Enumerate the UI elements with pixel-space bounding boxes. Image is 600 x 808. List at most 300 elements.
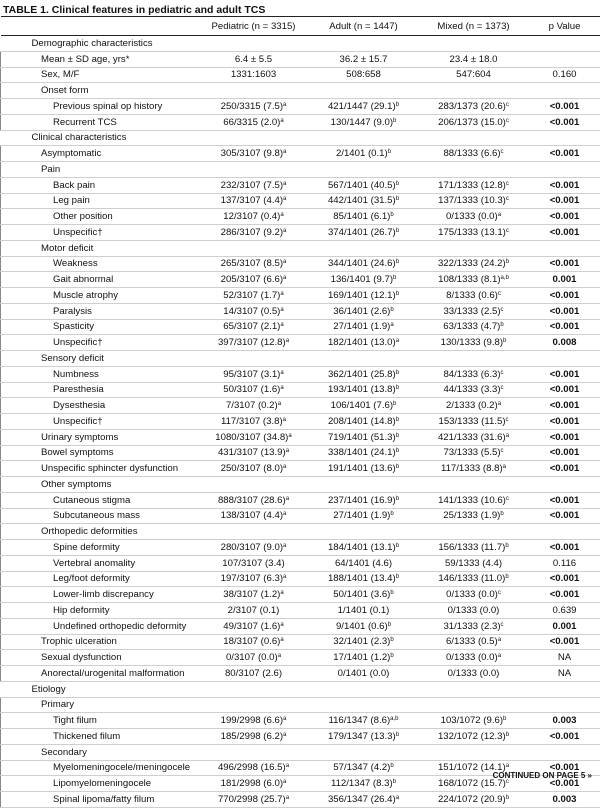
pediatric-cell — [199, 540, 309, 556]
adult-cell — [309, 587, 419, 603]
pediatric-cell — [199, 508, 309, 524]
pediatric-cell — [199, 303, 309, 319]
mixed-cell — [419, 429, 529, 445]
row-label: Bowel symptoms — [1, 445, 199, 461]
p-value-cell: 0.116 — [529, 555, 600, 571]
table-row — [1, 162, 600, 178]
row-label: Subcutaneous mass — [1, 508, 199, 524]
mixed-cell — [419, 697, 529, 713]
mixed-cell — [419, 240, 529, 256]
table-row — [1, 492, 600, 508]
mixed-cell — [419, 729, 529, 745]
pediatric-value: 280/3107 (9.0) — [221, 542, 283, 553]
row-label: Paresthesia — [1, 382, 199, 398]
pediatric-group-superscript: a — [286, 338, 289, 344]
mixed-cell — [419, 288, 529, 304]
mixed-value: 73/1333 (5.5) — [443, 447, 500, 458]
mixed-group-superscript: b — [500, 322, 503, 328]
adult-cell — [309, 429, 419, 445]
row-label: Muscle atrophy — [1, 288, 199, 304]
row-label: Sex, M/F — [1, 67, 199, 83]
pediatric-group-superscript: a — [283, 511, 286, 517]
adult-group-superscript: b — [393, 118, 396, 124]
table-row — [1, 51, 600, 67]
row-label: Tight filum — [1, 713, 199, 729]
table-row — [1, 681, 600, 697]
mixed-value: 84/1333 (6.3) — [443, 369, 500, 380]
adult-group-superscript: b — [396, 370, 399, 376]
row-label: Unspecific† — [1, 335, 199, 351]
p-value-cell — [529, 681, 600, 697]
pediatric-group-superscript: a — [283, 574, 286, 580]
clinical-features-table — [0, 16, 600, 808]
mixed-cell — [419, 650, 529, 666]
pediatric-value: 137/3107 (4.4) — [221, 195, 283, 206]
pediatric-value: 6.4 ± 5.5 — [235, 54, 272, 65]
adult-group-superscript: b — [396, 181, 399, 187]
mixed-group-superscript: a — [498, 653, 501, 659]
mixed-cell — [419, 587, 529, 603]
adult-cell — [309, 461, 419, 477]
adult-cell — [309, 477, 419, 493]
p-value-cell: <0.001 — [529, 382, 600, 398]
mixed-cell — [419, 351, 529, 367]
table-row — [1, 146, 600, 162]
adult-value: 112/1347 (8.3) — [331, 778, 393, 789]
pediatric-value: 181/2998 (6.0) — [221, 778, 283, 789]
pediatric-group-superscript: a — [283, 275, 286, 281]
p-value-cell — [529, 83, 600, 99]
table-row — [1, 634, 600, 650]
mixed-group-superscript: c — [501, 385, 504, 391]
adult-group-superscript: b — [390, 511, 393, 517]
adult-value: 130/1447 (9.0) — [331, 117, 393, 128]
mixed-value: 8/1333 (0.6) — [446, 290, 498, 301]
pediatric-group-superscript: a — [278, 401, 281, 407]
row-label: Back pain — [1, 177, 199, 193]
mixed-value: 130/1333 (9.8) — [441, 337, 503, 348]
pediatric-group-superscript: a — [278, 653, 281, 659]
adult-group-superscript: b — [388, 622, 391, 628]
mixed-value: 146/1333 (11.0) — [438, 573, 505, 584]
adult-value: 179/1347 (13.3) — [328, 731, 396, 742]
mixed-value: 31/1333 (2.3) — [443, 621, 500, 632]
pediatric-group-superscript: a — [280, 291, 283, 297]
pediatric-value: 197/3107 (6.3) — [221, 573, 283, 584]
adult-group-superscript: b — [393, 779, 396, 785]
table-row — [1, 335, 600, 351]
adult-group-superscript: b — [396, 448, 399, 454]
table-row — [1, 177, 600, 193]
table-row — [1, 666, 600, 682]
p-value-cell: NA — [529, 666, 600, 682]
pediatric-cell — [199, 177, 309, 193]
mixed-cell — [419, 477, 529, 493]
mixed-cell — [419, 335, 529, 351]
mixed-cell — [419, 508, 529, 524]
mixed-group-superscript: b — [506, 795, 509, 801]
mixed-cell — [419, 177, 529, 193]
pediatric-group-superscript: a — [283, 417, 286, 423]
pediatric-value: 12/3107 (0.4) — [223, 211, 280, 222]
p-value-cell: <0.001 — [529, 303, 600, 319]
pediatric-group-superscript: a — [283, 228, 286, 234]
mixed-cell — [419, 555, 529, 571]
mixed-group-superscript: c — [501, 622, 504, 628]
pediatric-group-superscript: a — [280, 385, 283, 391]
row-label: Sexual dysfunction — [1, 650, 199, 666]
pediatric-value: 185/2998 (6.2) — [221, 731, 283, 742]
pediatric-value: 117/3107 (3.8) — [221, 416, 283, 427]
pediatric-group-superscript: a — [283, 716, 286, 722]
mixed-cell — [419, 540, 529, 556]
table-row — [1, 729, 600, 745]
adult-cell — [309, 492, 419, 508]
mixed-cell — [419, 130, 529, 146]
p-value-cell: <0.001 — [529, 366, 600, 382]
table-row — [1, 697, 600, 713]
adult-cell — [309, 398, 419, 414]
mixed-cell — [419, 319, 529, 335]
adult-group-superscript: b — [393, 401, 396, 407]
pediatric-cell — [199, 366, 309, 382]
pediatric-cell — [199, 603, 309, 619]
pediatric-cell — [199, 792, 309, 808]
adult-value: 169/1401 (12.1) — [328, 290, 396, 301]
adult-cell — [309, 303, 419, 319]
mixed-cell — [419, 634, 529, 650]
adult-cell — [309, 240, 419, 256]
pediatric-cell — [199, 634, 309, 650]
column-header-label — [1, 17, 199, 36]
mixed-cell — [419, 398, 529, 414]
p-value-cell: <0.001 — [529, 429, 600, 445]
mixed-value: 132/1072 (12.3) — [438, 731, 506, 742]
adult-group-superscript: b — [396, 464, 399, 470]
adult-value: 17/1401 (1.2) — [333, 652, 390, 663]
adult-group-superscript: b — [390, 590, 393, 596]
pediatric-value: 199/2998 (6.6) — [221, 715, 283, 726]
mixed-cell — [419, 681, 529, 697]
adult-value: 208/1401 (14.8) — [328, 416, 396, 427]
p-value-cell: <0.001 — [529, 193, 600, 209]
p-value-cell: <0.001 — [529, 256, 600, 272]
row-label: Demographic characteristics — [1, 36, 199, 52]
mixed-cell — [419, 603, 529, 619]
p-value-cell: <0.001 — [529, 319, 600, 335]
table-row — [1, 288, 600, 304]
mixed-cell — [419, 209, 529, 225]
p-value-cell: 0.008 — [529, 335, 600, 351]
mixed-value: 0/1333 (0.0) — [446, 652, 498, 663]
adult-value: 27/1401 (1.9) — [333, 510, 390, 521]
mixed-cell — [419, 445, 529, 461]
adult-value: 362/1401 (25.8) — [328, 369, 396, 380]
table-row — [1, 744, 600, 760]
row-label: Orthopedic deformities — [1, 524, 199, 540]
mixed-value: 108/1333 (8.1) — [438, 274, 500, 285]
adult-cell — [309, 760, 419, 776]
p-value-cell — [529, 36, 600, 52]
mixed-value: 6/1333 (0.5) — [446, 636, 498, 647]
table-row — [1, 366, 600, 382]
row-label: Unspecific† — [1, 414, 199, 430]
row-label: Asymptomatic — [1, 146, 199, 162]
pediatric-value: 250/3107 (8.0) — [221, 463, 283, 474]
mixed-cell — [419, 36, 529, 52]
adult-value: 191/1401 (13.6) — [328, 463, 396, 474]
column-header-mixed: Mixed (n = 1373) — [419, 17, 529, 36]
p-value-cell: <0.001 — [529, 445, 600, 461]
mixed-value: 33/1333 (2.5) — [443, 306, 500, 317]
adult-cell — [309, 162, 419, 178]
mixed-group-superscript: a — [498, 637, 501, 643]
mixed-group-superscript: b — [505, 543, 508, 549]
pediatric-cell — [199, 477, 309, 493]
p-value-cell — [529, 697, 600, 713]
mixed-group-superscript: b — [503, 716, 506, 722]
mixed-value: 0/1333 (0.0) — [446, 211, 498, 222]
continued-footer: CONTINUED ON PAGE 5 » — [493, 771, 592, 780]
row-label: Numbness — [1, 366, 199, 382]
table-row — [1, 618, 600, 634]
p-value-cell: <0.001 — [529, 177, 600, 193]
row-label: Unspecific sphincter dysfunction — [1, 461, 199, 477]
pediatric-value: 250/3315 (7.5) — [221, 101, 283, 112]
pediatric-group-superscript: a — [283, 732, 286, 738]
table-row — [1, 603, 600, 619]
pediatric-value: 1080/3107 (34.8) — [215, 432, 288, 443]
mixed-cell — [419, 618, 529, 634]
adult-value: 567/1401 (40.5) — [328, 180, 396, 191]
table-row — [1, 209, 600, 225]
p-value-cell: <0.001 — [529, 634, 600, 650]
table-row — [1, 445, 600, 461]
pediatric-cell — [199, 240, 309, 256]
adult-cell — [309, 508, 419, 524]
row-label: Primary — [1, 697, 199, 713]
pediatric-cell — [199, 429, 309, 445]
row-label: Unspecific† — [1, 225, 199, 241]
mixed-value: 322/1333 (24.2) — [438, 258, 506, 269]
pediatric-value: 50/3107 (1.6) — [223, 384, 280, 395]
mixed-cell — [419, 792, 529, 808]
pediatric-value: 80/3107 (2.6) — [225, 668, 282, 679]
pediatric-cell — [199, 319, 309, 335]
mixed-value: 171/1333 (12.8) — [438, 180, 506, 191]
mixed-group-superscript: b — [505, 574, 508, 580]
row-label: Myelomeningocele/meningocele — [1, 760, 199, 776]
mixed-cell — [419, 382, 529, 398]
pediatric-group-superscript: a — [286, 763, 289, 769]
adult-group-superscript: b — [396, 417, 399, 423]
pediatric-cell — [199, 256, 309, 272]
pediatric-cell — [199, 146, 309, 162]
pediatric-group-superscript: a — [280, 118, 283, 124]
pediatric-cell — [199, 729, 309, 745]
p-value-cell: <0.001 — [529, 508, 600, 524]
adult-value: 27/1401 (1.9) — [333, 321, 390, 332]
mixed-cell — [419, 492, 529, 508]
adult-value: 36.2 ± 15.7 — [340, 54, 388, 65]
pediatric-value: 770/2998 (25.7) — [218, 794, 286, 805]
adult-value: 338/1401 (24.1) — [328, 447, 396, 458]
pediatric-cell — [199, 744, 309, 760]
pediatric-group-superscript: a — [280, 622, 283, 628]
row-label: Trophic ulceration — [1, 634, 199, 650]
p-value-cell: <0.001 — [529, 288, 600, 304]
p-value-cell: NA — [529, 650, 600, 666]
adult-group-superscript: b — [396, 196, 399, 202]
mixed-cell — [419, 713, 529, 729]
table-row — [1, 382, 600, 398]
pediatric-cell — [199, 99, 309, 115]
table-row — [1, 461, 600, 477]
p-value-cell: 0.001 — [529, 618, 600, 634]
adult-value: 50/1401 (3.6) — [333, 589, 390, 600]
mixed-group-superscript: c — [501, 307, 504, 313]
pediatric-group-superscript: a — [280, 307, 283, 313]
p-value-cell — [529, 162, 600, 178]
pediatric-value: 38/3107 (1.2) — [223, 589, 280, 600]
mixed-cell — [419, 67, 529, 83]
mixed-group-superscript: c — [506, 196, 509, 202]
row-label: Thickened filum — [1, 729, 199, 745]
table-row — [1, 303, 600, 319]
adult-cell — [309, 256, 419, 272]
adult-cell — [309, 288, 419, 304]
pediatric-cell — [199, 272, 309, 288]
adult-value: 442/1401 (31.5) — [328, 195, 396, 206]
mixed-value: 59/1333 (4.4) — [445, 558, 502, 569]
pediatric-group-superscript: a — [283, 543, 286, 549]
adult-cell — [309, 177, 419, 193]
pediatric-cell — [199, 461, 309, 477]
adult-group-superscript: b — [396, 259, 399, 265]
row-label: Lower-limb discrepancy — [1, 587, 199, 603]
adult-value: 184/1401 (13.1) — [328, 542, 396, 553]
adult-cell — [309, 445, 419, 461]
pediatric-value: 305/3107 (9.8) — [221, 148, 283, 159]
pediatric-cell — [199, 398, 309, 414]
pediatric-cell — [199, 524, 309, 540]
table-row — [1, 193, 600, 209]
p-value-cell: <0.001 — [529, 760, 600, 776]
mixed-cell — [419, 461, 529, 477]
pediatric-cell — [199, 571, 309, 587]
adult-cell — [309, 555, 419, 571]
adult-cell — [309, 366, 419, 382]
table-row — [1, 414, 600, 430]
p-value-cell: <0.001 — [529, 209, 600, 225]
pediatric-group-superscript: a — [283, 259, 286, 265]
row-label: Gait abnormal — [1, 272, 199, 288]
mixed-value: 103/1072 (9.6) — [441, 715, 503, 726]
mixed-group-superscript: c — [506, 779, 509, 785]
p-value-cell — [529, 744, 600, 760]
pediatric-group-superscript: a — [280, 637, 283, 643]
adult-group-superscript: b — [396, 291, 399, 297]
adult-value: 356/1347 (26.4) — [328, 794, 396, 805]
row-label: Leg pain — [1, 193, 199, 209]
p-value-cell — [529, 51, 600, 67]
pediatric-cell — [199, 288, 309, 304]
adult-value: 64/1401 (4.6) — [335, 558, 392, 569]
row-label: Onset form — [1, 83, 199, 99]
mixed-group-superscript: b — [500, 511, 503, 517]
adult-value: 57/1347 (4.2) — [333, 762, 390, 773]
adult-cell — [309, 272, 419, 288]
adult-value: 193/1401 (13.8) — [328, 384, 396, 395]
pediatric-cell — [199, 162, 309, 178]
mixed-cell — [419, 256, 529, 272]
mixed-cell — [419, 146, 529, 162]
row-label: Etiology — [1, 681, 199, 697]
adult-group-superscript: b — [390, 212, 393, 218]
pediatric-value: 397/3107 (12.8) — [218, 337, 286, 348]
mixed-group-superscript: c — [501, 448, 504, 454]
pediatric-value: 14/3107 (0.5) — [223, 306, 280, 317]
table-row — [1, 67, 600, 83]
pediatric-value: 49/3107 (1.6) — [223, 621, 280, 632]
pediatric-cell — [199, 587, 309, 603]
mixed-cell — [419, 571, 529, 587]
row-label: Spine deformity — [1, 540, 199, 556]
pediatric-value: 0/3107 (0.0) — [226, 652, 278, 663]
adult-group-superscript: a — [396, 795, 399, 801]
row-label: Other symptoms — [1, 477, 199, 493]
pediatric-value: 232/3107 (7.5) — [221, 180, 283, 191]
adult-value: 85/1401 (6.1) — [333, 211, 390, 222]
pediatric-cell — [199, 713, 309, 729]
p-value-cell: <0.001 — [529, 492, 600, 508]
p-value-cell: <0.001 — [529, 587, 600, 603]
table-row — [1, 571, 600, 587]
adult-group-superscript: a — [396, 338, 399, 344]
mixed-cell — [419, 272, 529, 288]
pediatric-group-superscript: a — [283, 196, 286, 202]
pediatric-value: 496/2998 (16.5) — [218, 762, 286, 773]
adult-cell — [309, 713, 419, 729]
row-label: Dysesthesia — [1, 398, 199, 414]
p-value-cell: <0.001 — [529, 225, 600, 241]
row-label: Recurrent TCS — [1, 114, 199, 130]
table-row — [1, 508, 600, 524]
mixed-group-superscript: c — [506, 417, 509, 423]
pediatric-group-superscript: a — [280, 212, 283, 218]
adult-value: 136/1401 (9.7) — [331, 274, 393, 285]
adult-cell — [309, 792, 419, 808]
pediatric-value: 52/3107 (1.7) — [223, 290, 280, 301]
mixed-cell — [419, 114, 529, 130]
mixed-group-superscript: b — [506, 259, 509, 265]
pediatric-value: 107/3107 (3.4) — [222, 558, 284, 569]
adult-cell — [309, 666, 419, 682]
p-value-cell: 0.003 — [529, 713, 600, 729]
mixed-value: 0/1333 (0.0) — [448, 668, 500, 679]
row-label: Urinary symptoms — [1, 429, 199, 445]
mixed-cell — [419, 524, 529, 540]
row-label: Lipomyelomeningocele — [1, 776, 199, 792]
p-value-cell: 0.003 — [529, 792, 600, 808]
pediatric-group-superscript: a — [288, 433, 291, 439]
adult-cell — [309, 603, 419, 619]
row-label: Vertebral anomality — [1, 555, 199, 571]
row-label: Pain — [1, 162, 199, 178]
pediatric-value: 205/3107 (6.6) — [221, 274, 283, 285]
adult-cell — [309, 744, 419, 760]
adult-group-superscript: b — [390, 637, 393, 643]
